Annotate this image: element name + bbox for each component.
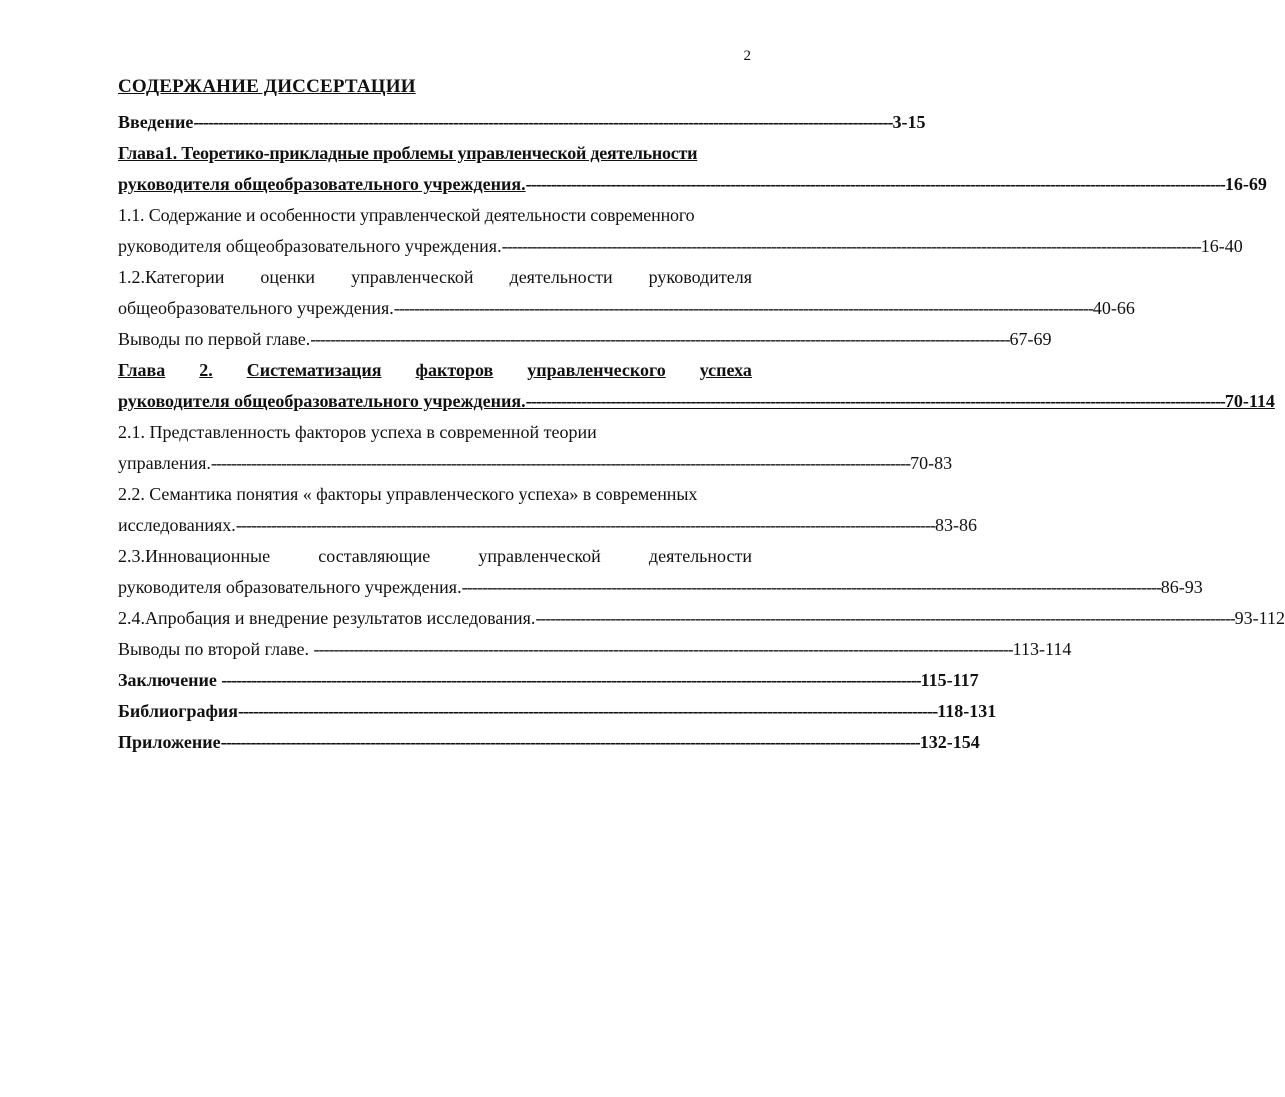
toc-entry-section-2-3-line1: 2.3.Инновационные составляющие управленческой деятельности	[118, 546, 752, 566]
toc-entry-section-1-1-line1: 1.1. Содержание и особенности управленческой деятельности современного	[118, 205, 695, 225]
toc-entry-section-1-2-line1: 1.2.Категории оценки управленческой деятельности руководителя	[118, 267, 752, 287]
toc-entry-conclusions-1: Выводы по первой главе. -------------------------------------------------------------------------------------------------------------------------------------------- 67-69	[118, 324, 746, 355]
toc-entry-section-2-2-line2: исследованиях. -------------------------------------------------------------------------------------------------------------------------------------------- 83-86	[118, 510, 748, 541]
toc-entry-chapter-1-line2: руководителя общеобразовательного учреждения. -------------------------------------------------------------------------------------------------------------------------------------------- 16-69	[118, 169, 748, 200]
dot-leader: --------------------------------------------------------------------------------------------------------------------------------------------	[525, 174, 1225, 194]
dot-leader: --------------------------------------------------------------------------------------------------------------------------------------------	[210, 453, 911, 473]
dot-leader: --------------------------------------------------------------------------------------------------------------------------------------------	[525, 391, 1225, 411]
toc-entry-section-1-1-line2: руководителя общеобразовательного учреждения. -------------------------------------------------------------------------------------------------------------------------------------------- 16-40	[118, 231, 748, 262]
toc-entry-section-2-4: 2.4.Апробация и внедрение результатов исследования. -------------------------------------------------------------------------------------------------------------------------------------------- 93-112	[118, 603, 748, 634]
table-of-contents	[118, 107, 1285, 758]
toc-entry-introduction: Введение -------------------------------------------------------------------------------------------------------------------------------------------- 3-15	[118, 107, 740, 138]
dot-leader: --------------------------------------------------------------------------------------------------------------------------------------------	[535, 608, 1235, 628]
toc-entry-chapter-1-line1: Глава1. Теоретико-прикладные проблемы управленческой деятельности	[118, 143, 698, 163]
toc-entry-chapter-2-line1: Глава 2. Систематизация факторов управленческого успеха	[118, 360, 752, 380]
toc-entry-chapter-2-line2: руководителя общеобразовательного учреждения. -------------------------------------------------------------------------------------------------------------------------------------------- 70-114	[118, 386, 752, 417]
toc-entry-bibliography: Библиография -------------------------------------------------------------------------------------------------------------------------------------------- 118-131	[118, 696, 750, 727]
toc-entry-section-2-3-line2: руководителя образовательного учреждения. -------------------------------------------------------------------------------------------------------------------------------------------- 86-93	[118, 572, 750, 603]
toc-entry-section-1-2-line2: общеобразовательного учреждения. -------------------------------------------------------------------------------------------------------------------------------------------- 40-66	[118, 293, 744, 324]
dot-leader: --------------------------------------------------------------------------------------------------------------------------------------------	[235, 515, 935, 535]
toc-entry-conclusion: Заключение -------------------------------------------------------------------------------------------------------------------------------------------- 115-117	[118, 665, 746, 696]
toc-entry-section-2-1-line2: управления. -------------------------------------------------------------------------------------------------------------------------------------------- 70-83	[118, 448, 746, 479]
dot-leader: --------------------------------------------------------------------------------------------------------------------------------------------	[310, 329, 1010, 349]
dot-leader: --------------------------------------------------------------------------------------------------------------------------------------------	[238, 701, 938, 721]
dot-leader: --------------------------------------------------------------------------------------------------------------------------------------------	[501, 236, 1201, 256]
dot-leader: --------------------------------------------------------------------------------------------------------------------------------------------	[221, 670, 921, 690]
page-number: 2	[743, 48, 751, 64]
dot-leader: --------------------------------------------------------------------------------------------------------------------------------------------	[193, 112, 893, 132]
toc-entry-section-2-1-line1: 2.1. Представленность факторов успеха в современной теории	[118, 422, 597, 442]
dot-leader: --------------------------------------------------------------------------------------------------------------------------------------------	[461, 577, 1161, 597]
dot-leader: --------------------------------------------------------------------------------------------------------------------------------------------	[393, 298, 1093, 318]
toc-entry-appendix: Приложение -------------------------------------------------------------------------------------------------------------------------------------------- 132-154	[118, 727, 750, 758]
dot-leader: --------------------------------------------------------------------------------------------------------------------------------------------	[313, 639, 1013, 659]
toc-entry-conclusions-2: Выводы по второй главе. -------------------------------------------------------------------------------------------------------------------------------------------- 113-114	[118, 634, 750, 665]
page-title: СОДЕРЖАНИЕ ДИССЕРТАЦИИ	[118, 76, 416, 97]
toc-entry-section-2-2-line1: 2.2. Семантика понятия « факторы управленческого успеха» в современных	[118, 484, 698, 504]
dot-leader: --------------------------------------------------------------------------------------------------------------------------------------------	[220, 732, 920, 752]
